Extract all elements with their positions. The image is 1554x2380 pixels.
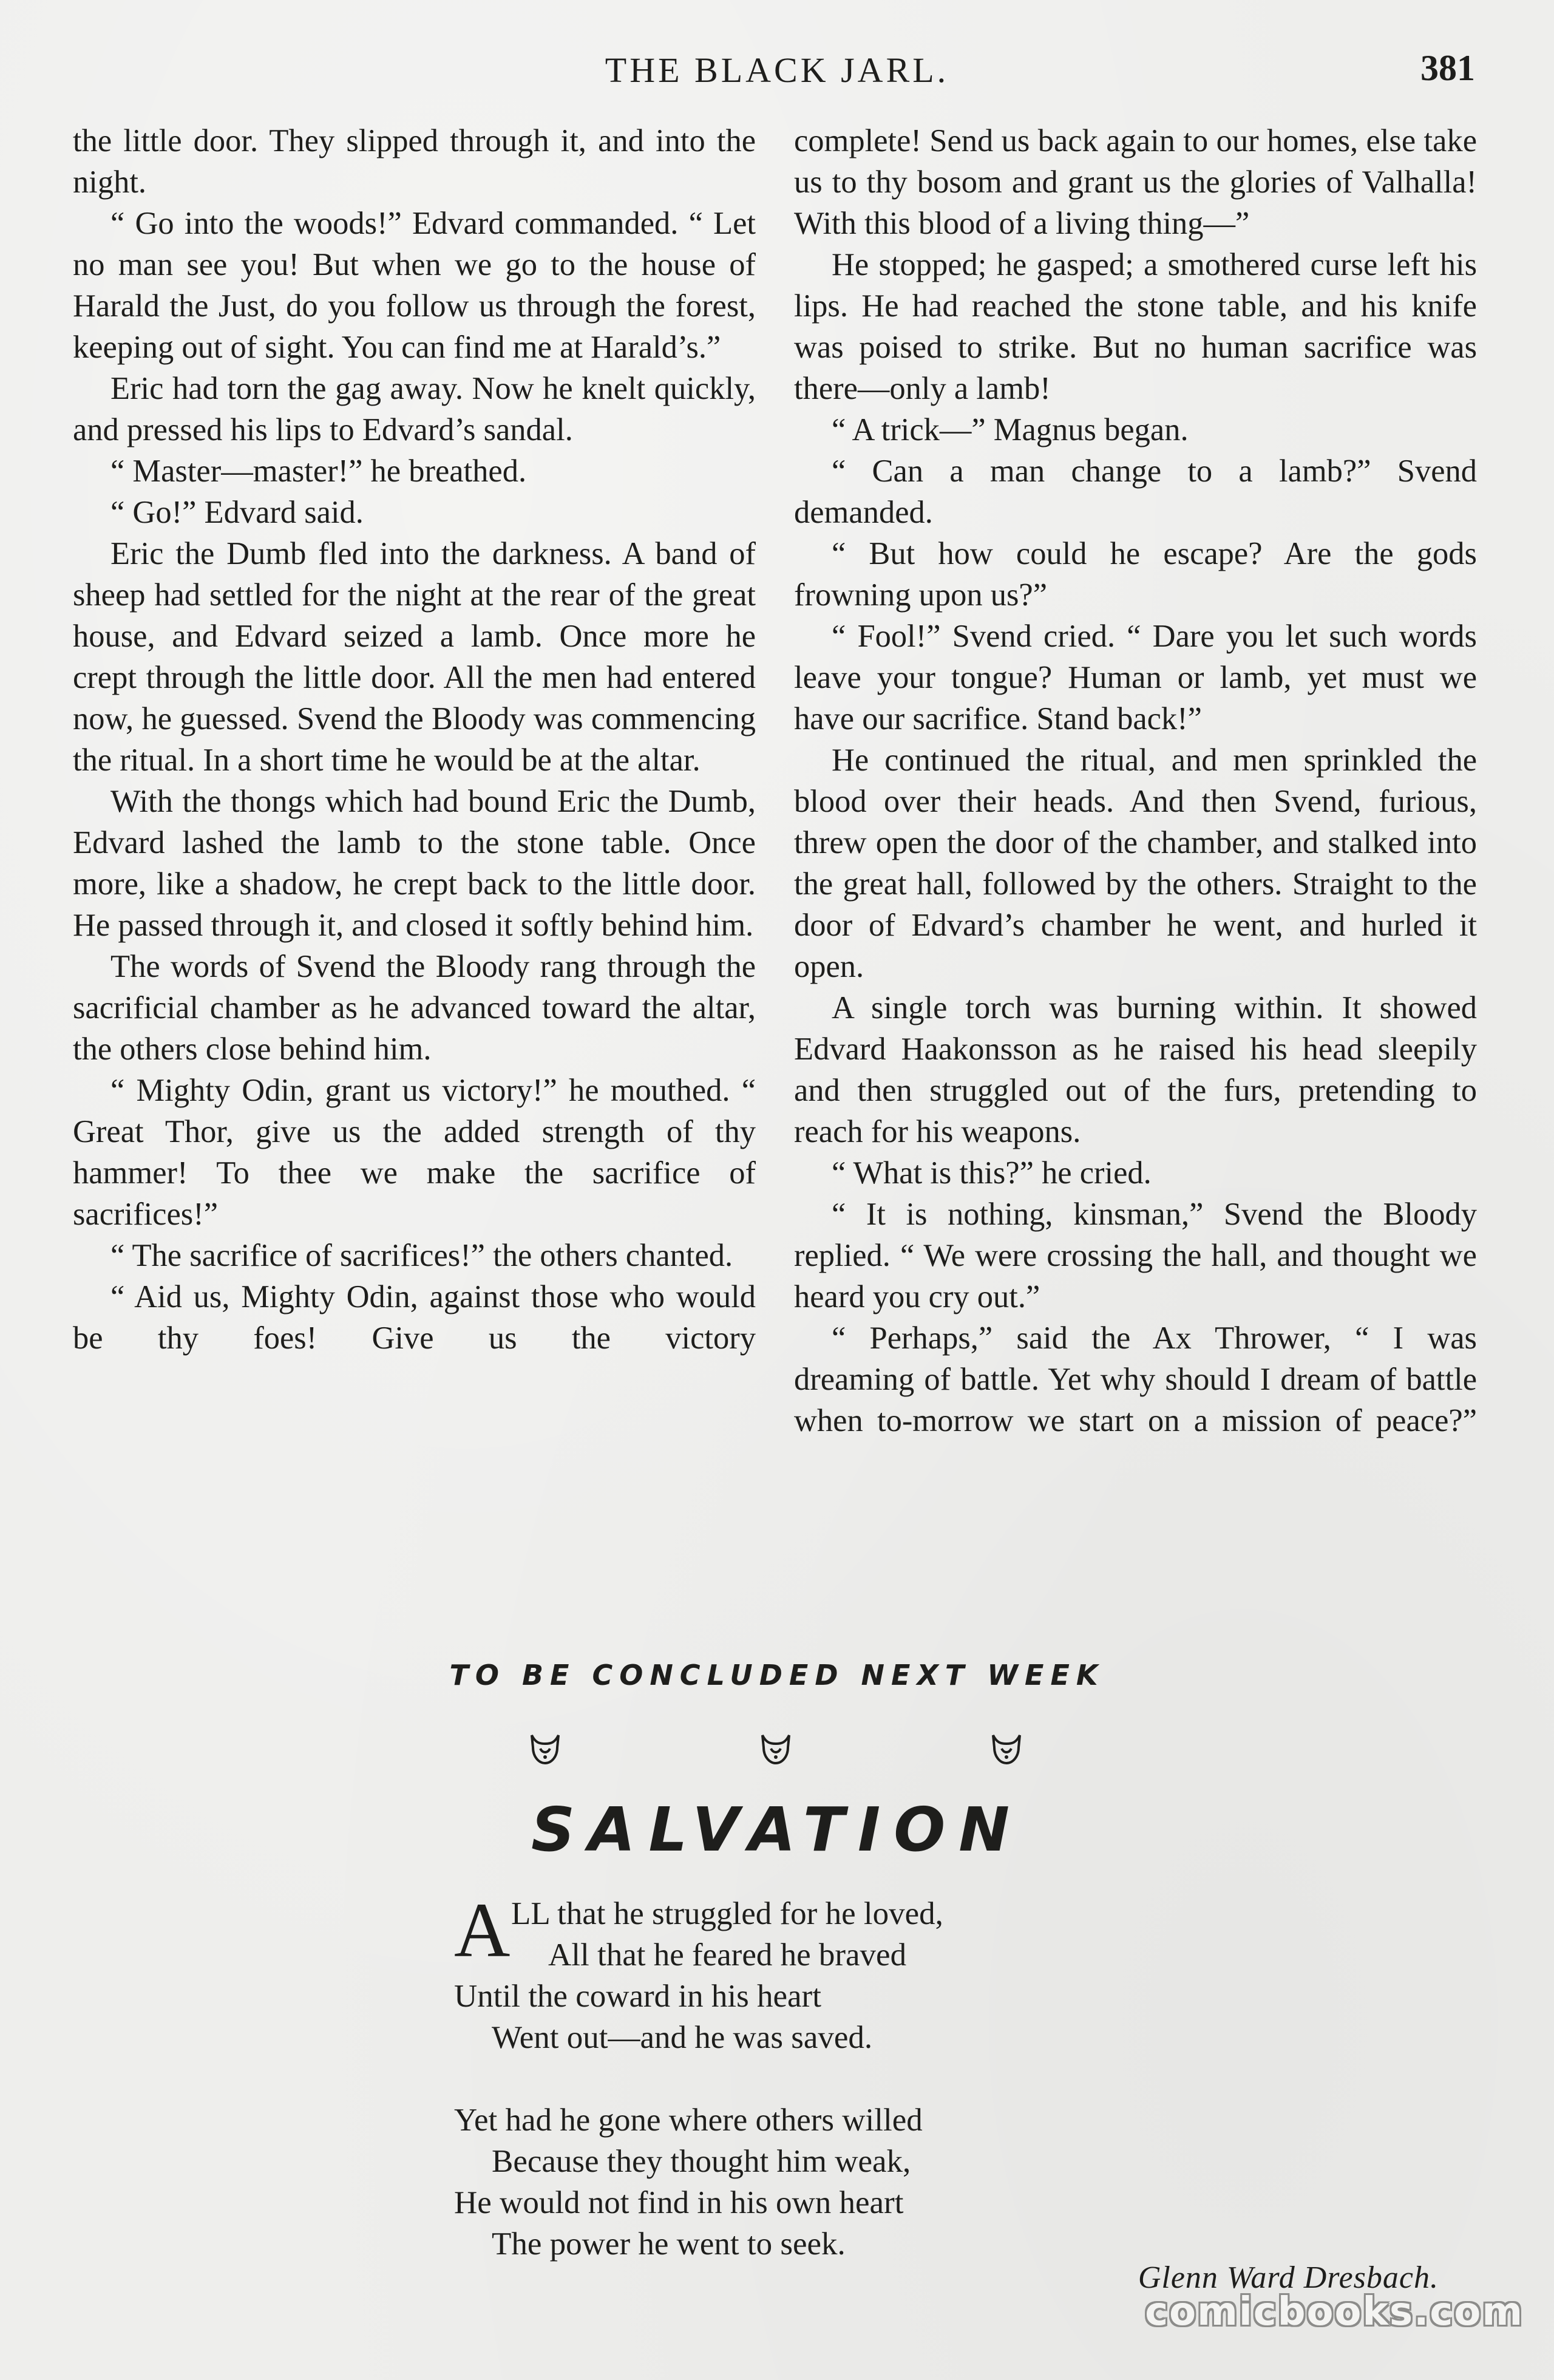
site-watermark: comicbooks.com bbox=[1145, 2290, 1524, 2334]
story-paragraph: complete! Send us back again to our homes, else take us to thy bosom and grant us the glories of Valhalla! With this blood of a living thing—” bbox=[794, 123, 1477, 241]
story-paragraph: Eric the Dumb fled into the darkness. A band of sheep had settled for the night at the rear of the great house, and Edvard seized a lamb. Once more he crept through the little door. All the men had entered now, he guessed. Svend the Bloody was commencing the ritual. In a short time he would be at the altar. bbox=[73, 536, 756, 778]
story-paragraph: “ Aid us, Mighty Odin, against those who would be thy foes! Give us the victory bbox=[73, 1279, 756, 1356]
poem-line: Went out—and he was saved. bbox=[492, 2020, 873, 2055]
story-paragraph: the little door. They slipped through it, and into the night. bbox=[73, 123, 756, 200]
story-column-right bbox=[794, 120, 1477, 1441]
poem-title: SALVATION bbox=[531, 1794, 1023, 1865]
poem-line: The power he went to seek. bbox=[492, 2226, 846, 2262]
story-paragraph: The words of Svend the Bloody rang through the sacrificial chamber as he advanced toward the altar, the others close behind him. bbox=[73, 949, 756, 1067]
fleuron-icon bbox=[758, 1730, 794, 1767]
poem-line: Until the coward in his heart bbox=[454, 1979, 821, 2014]
poem-line: Because they thought him weak, bbox=[492, 2144, 911, 2179]
story-column-left bbox=[73, 120, 756, 1359]
ornament-row bbox=[0, 1730, 1554, 1779]
story-paragraph: With the thongs which had bound Eric the Dumb, Edvard lashed the lamb to the stone table. Once more, like a shadow, he crept back to the little door. He passed through it, and closed it softly behind him. bbox=[73, 784, 756, 943]
poem-line: Yet had he gone where others willed bbox=[454, 2103, 923, 2138]
story-paragraph: “ Can a man change to a lamb?” Svend demanded. bbox=[794, 454, 1477, 530]
story-paragraph: He stopped; he gasped; a smothered curse left his lips. He had reached the stone table, and his knife was poised to strike. But no human sacrifice was there—only a lamb! bbox=[794, 247, 1477, 406]
fleuron-icon bbox=[988, 1730, 1025, 1767]
story-paragraph: “ What is this?” he cried. bbox=[832, 1155, 1152, 1191]
poem-author: Glenn Ward Dresbach. bbox=[1138, 2260, 1439, 2295]
poem-body bbox=[454, 1887, 1122, 2306]
story-paragraph: “ But how could he escape? Are the gods frowning upon us?” bbox=[794, 536, 1477, 613]
running-title: THE BLACK JARL. bbox=[605, 50, 949, 90]
page-number: 381 bbox=[1420, 48, 1475, 88]
continuation-note: TO BE CONCLUDED NEXT WEEK bbox=[449, 1659, 1105, 1691]
poem-line: All that he feared he braved bbox=[548, 1937, 907, 1973]
story-paragraph: “ Fool!” Svend cried. “ Dare you let such words leave your tongue? Human or lamb, yet must we have our sacrifice. Stand back!” bbox=[794, 619, 1477, 736]
story-paragraph: “ Master—master!” he breathed. bbox=[110, 454, 527, 489]
drop-cap: A bbox=[454, 1887, 511, 1973]
story-paragraph: “ It is nothing, kinsman,” Svend the Bloody replied. “ We were crossing the hall, and thought we heard you cry out.” bbox=[794, 1197, 1477, 1314]
story-paragraph: He continued the ritual, and men sprinkled the blood over their heads. And then Svend, furious, threw open the door of the chamber, and stalked into the great hall, followed by the others. Straight to the door of Edvard’s chamber he went, and hurled it open. bbox=[794, 743, 1477, 984]
story-paragraph: Eric had torn the gag away. Now he knelt quickly, and pressed his lips to Edvard’s sandal. bbox=[73, 371, 756, 447]
poem-stanza bbox=[454, 2100, 1122, 2265]
story-paragraph: “ A trick—” Magnus began. bbox=[832, 412, 1189, 447]
poem-line: He would not find in his own heart bbox=[454, 2185, 904, 2220]
story-paragraph: A single torch was burning within. It showed Edvard Haakonsson as he raised his head sleepily and then struggled out of the furs, pretending to reach for his weapons. bbox=[794, 990, 1477, 1149]
poem-stanza bbox=[454, 1887, 1122, 2058]
poem-first-line: LL that he struggled for he loved, bbox=[511, 1896, 943, 1931]
running-head bbox=[0, 42, 1554, 91]
fleuron-icon bbox=[527, 1730, 563, 1767]
story-paragraph: “ Go into the woods!” Edvard commanded. “ Let no man see you! But when we go to the house of Harald the Just, do you follow us through the forest, keeping out of sight. You can find me at Harald’s.” bbox=[73, 206, 756, 365]
story-paragraph: “ Go!” Edvard said. bbox=[110, 495, 364, 530]
story-paragraph: “ Perhaps,” said the Ax Thrower, “ I was dreaming of battle. Yet why should I dream of battle when to-morrow we start on a mission of peace?” bbox=[794, 1321, 1477, 1438]
story-paragraph: “ Mighty Odin, grant us victory!” he mouthed. “ Great Thor, give us the added strength of thy hammer! To thee we make the sacrifice of sacrifices!” bbox=[73, 1073, 756, 1232]
story-paragraph: “ The sacrifice of sacrifices!” the others chanted. bbox=[110, 1238, 733, 1273]
